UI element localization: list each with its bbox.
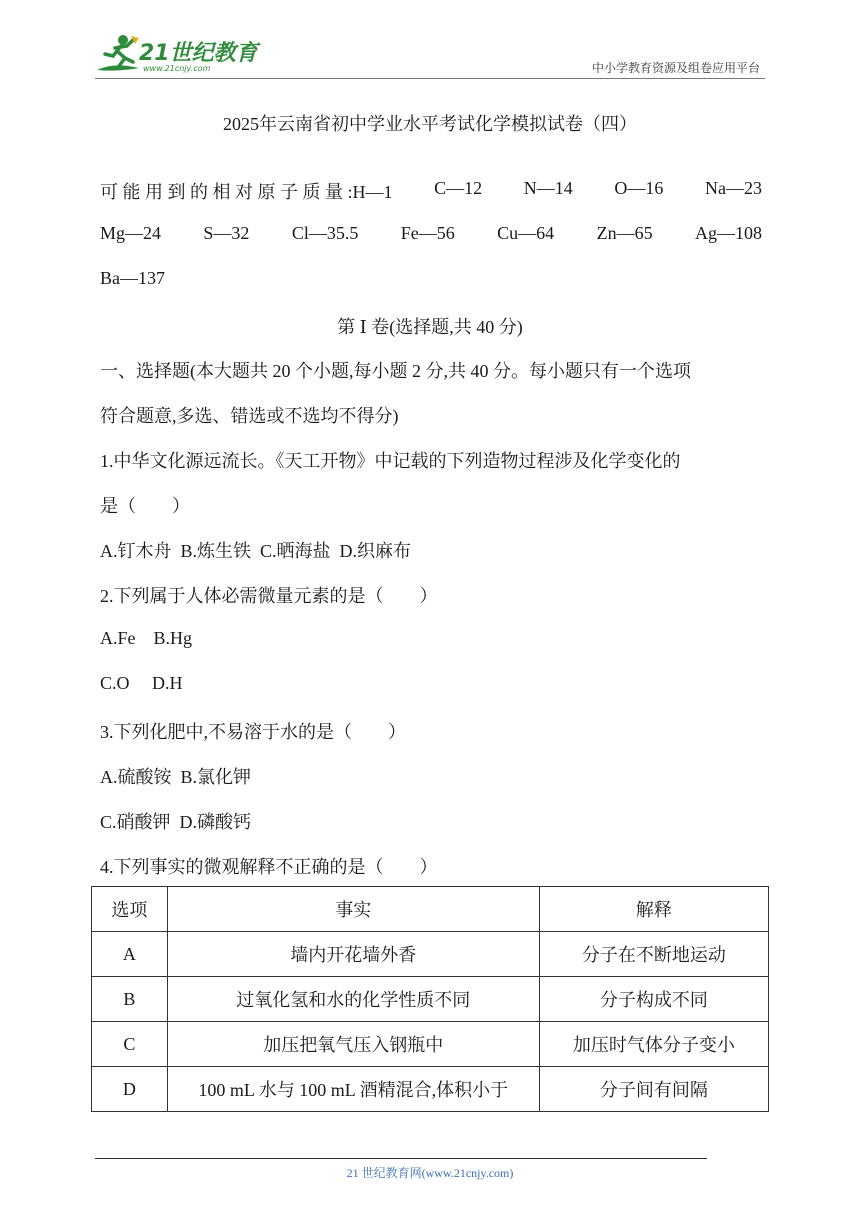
- table-header-cell: 选项: [92, 887, 168, 932]
- page-header: [95, 30, 765, 80]
- atomic-mass-row-3: Ba—137: [100, 268, 165, 288]
- atomic-mass-item: Cu—64: [497, 223, 555, 243]
- atomic-mass-item: O—16: [614, 178, 664, 198]
- table-header-cell: 解释: [539, 887, 768, 932]
- platform-tagline: 中小学教育资源及组卷应用平台: [591, 61, 760, 75]
- table-header-row: [92, 887, 769, 932]
- table-cell: 加压把氧气压入钢瓶中: [167, 1022, 539, 1067]
- question-2-options-ab: A.Fe B.Hg: [100, 628, 193, 648]
- table-cell: 墙内开花墙外香: [167, 932, 539, 977]
- table-row: [92, 977, 769, 1022]
- table-cell: 分子在不断地运动: [539, 932, 768, 977]
- table-cell: 分子间有间隔: [539, 1067, 768, 1112]
- atomic-mass-item: Na—23: [704, 178, 762, 198]
- table-cell: 过氧化氢和水的化学性质不同: [167, 977, 539, 1022]
- atomic-mass-item: Fe—56: [400, 223, 455, 243]
- logo-text: 21世纪教育: [139, 41, 258, 66]
- question-1-options: A.钉木舟 B.炼生铁 C.晒海盐 D.织麻布: [100, 541, 412, 561]
- footer-divider: [95, 1158, 707, 1159]
- atomic-mass-row-1: [100, 178, 762, 204]
- question-1-stem: 1.中华文化源远流长。《天工开物》中记载的下列造物过程涉及化学变化的: [100, 451, 681, 471]
- atomic-mass-row-2: [100, 223, 762, 244]
- section-instructions-cont: 符合题意,多选、错选或不选均不得分): [100, 406, 399, 426]
- footer-link[interactable]: 21 世纪教育网(www.21cnjy.com): [346, 1166, 514, 1180]
- exam-title: 2025年云南省初中学业水平考试化学模拟试卷（四）: [223, 114, 637, 134]
- question-4-table: [91, 886, 769, 1112]
- atomic-mass-item: N—14: [523, 178, 573, 198]
- atomic-mass-label: 可 能 用 到 的 相 对 原 子 质 量 :H—1: [100, 182, 393, 202]
- question-3-options-ab: A.硫酸铵 B.氯化钾: [100, 767, 252, 787]
- question-2-stem: 2.下列属于人体必需微量元素的是（ ）: [100, 586, 438, 606]
- runner-icon: [95, 32, 143, 76]
- atomic-mass-item: Ag—108: [695, 223, 762, 243]
- site-logo: [95, 30, 265, 78]
- section-instructions: 一、选择题(本大题共 20 个小题,每小题 2 分,共 40 分。每小题只有一个选项: [100, 361, 691, 381]
- logo-url: www.21cnjy.com: [143, 64, 211, 73]
- table-row: [92, 932, 769, 977]
- header-divider: [95, 78, 765, 79]
- atomic-mass-item: S—32: [203, 223, 250, 243]
- table-row: [92, 1022, 769, 1067]
- section-heading: 第 Ⅰ 卷(选择题,共 40 分): [337, 317, 523, 337]
- table-cell: C: [92, 1022, 168, 1067]
- atomic-mass-item: Mg—24: [100, 223, 162, 243]
- table-header-cell: 事实: [167, 887, 539, 932]
- table-row: [92, 1067, 769, 1112]
- atomic-mass-item: C—12: [434, 178, 483, 198]
- question-3-stem: 3.下列化肥中,不易溶于水的是（ ）: [100, 722, 406, 742]
- question-4-stem: 4.下列事实的微观解释不正确的是（ ）: [100, 857, 438, 877]
- atomic-mass-item: Zn—65: [596, 223, 653, 243]
- atomic-mass-item: Cl—35.5: [291, 223, 359, 243]
- table-cell: 分子构成不同: [539, 977, 768, 1022]
- table-cell: 100 mL 水与 100 mL 酒精混合,体积小于: [167, 1067, 539, 1112]
- question-3-options-cd: C.硝酸钾 D.磷酸钙: [100, 812, 252, 832]
- table-cell: B: [92, 977, 168, 1022]
- question-2-options-cd: C.O D.H: [100, 673, 183, 693]
- table-cell: A: [92, 932, 168, 977]
- question-1-stem-cont: 是（ ）: [100, 496, 190, 516]
- table-cell: 加压时气体分子变小: [539, 1022, 768, 1067]
- table-cell: D: [92, 1067, 168, 1112]
